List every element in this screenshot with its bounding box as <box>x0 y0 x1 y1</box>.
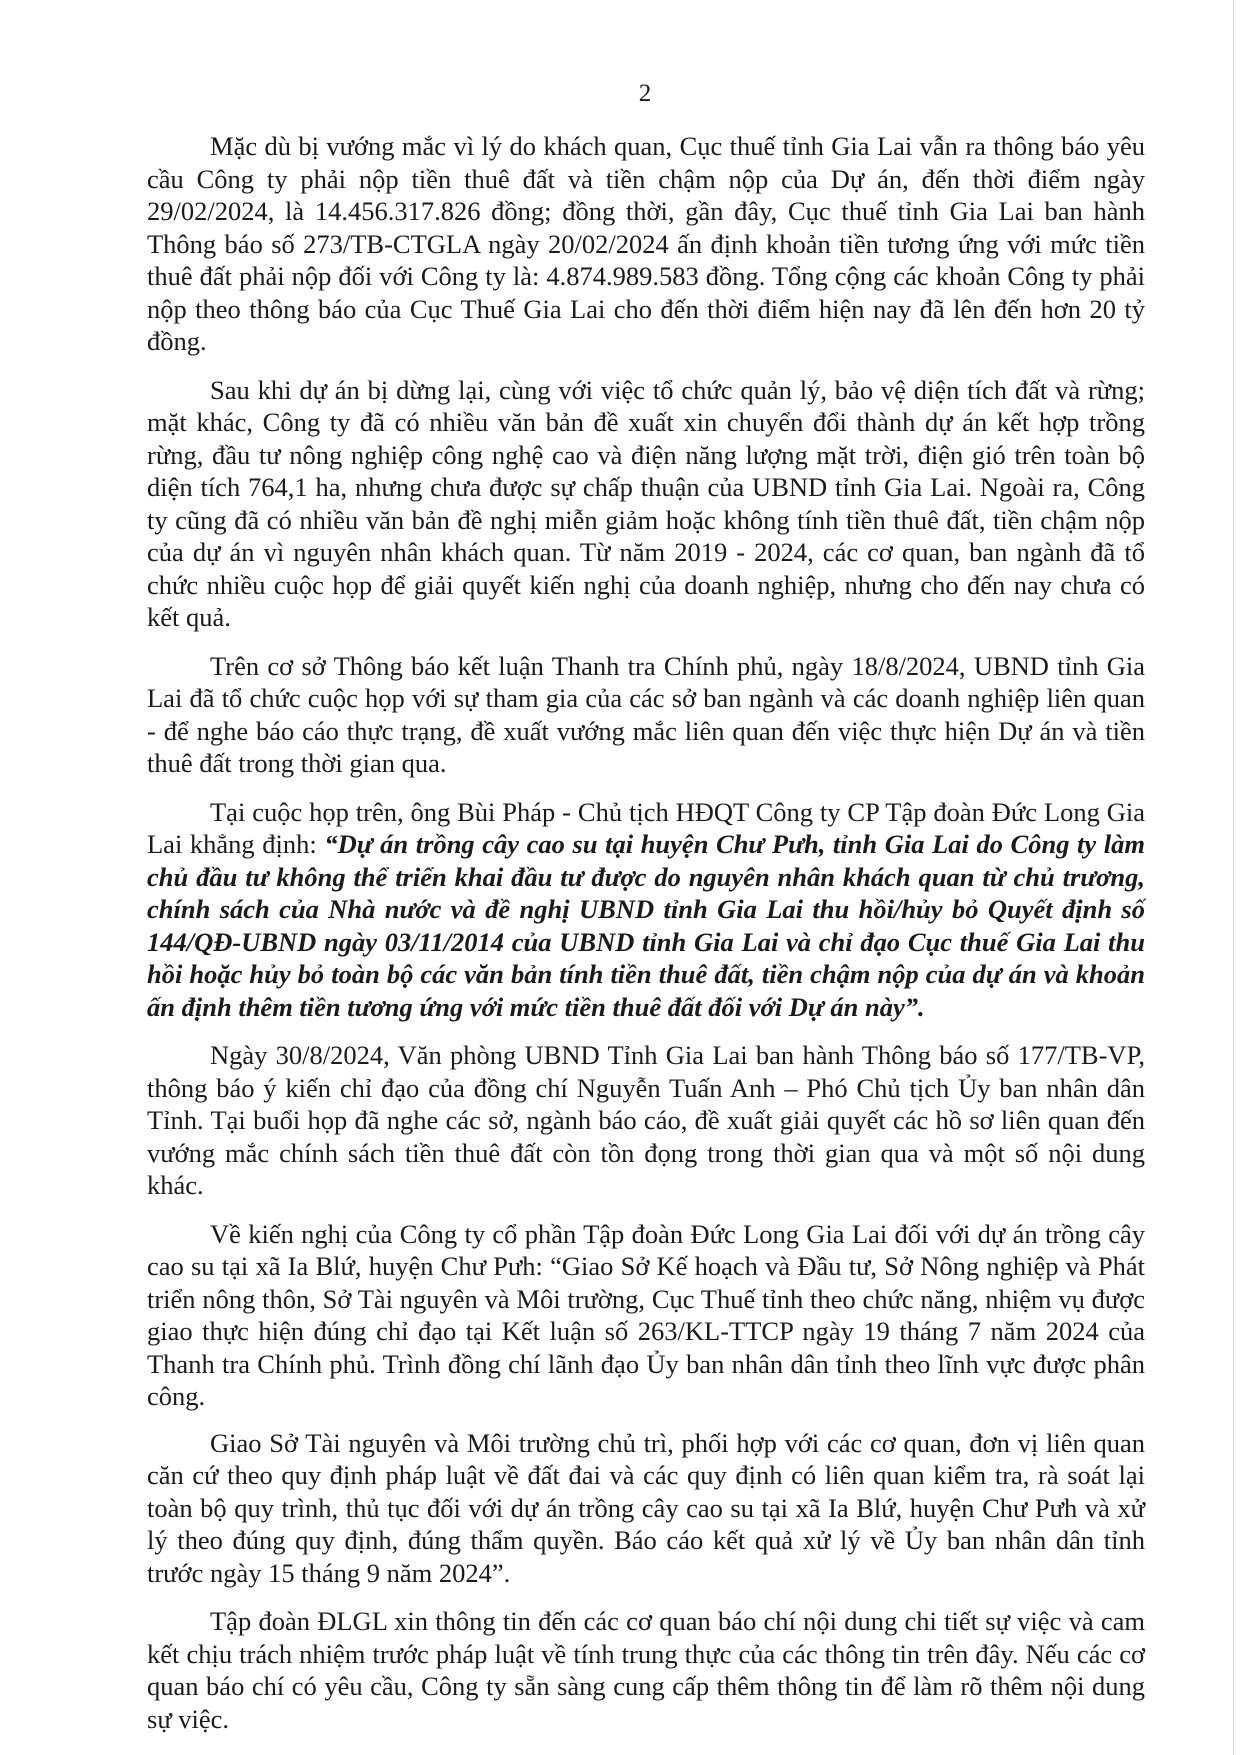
paragraph-tax-notice: Mặc dù bị vướng mắc vì lý do khách quan, Cục thuế tỉnh Gia Lai vẫn ra thông báo yêu cầu Công ty phải nộp tiền thuê đất và tiền chậm nộp của Dự án, đến thời điểm ngày 29/02/2024, là 14.456.317.826 đồng; đồng thời, gần đây, Cục thuế tỉnh Gia Lai ban hành Thông báo số 273/TB-CTGLA ngày 20/02/2024 ấn định khoản tiền tương ứng với mức tiền thuê đất phải nộp đối với Công ty là: 4.874.989.583 đồng. Tổng cộng các khoản Công ty phải nộp theo thông báo của Cục Thuế Gia Lai cho đến thời điểm hiện nay đã lên đến hơn 20 tỷ đồng. <box>147 131 1145 356</box>
paragraph-office-notice: Ngày 30/8/2024, Văn phòng UBND Tỉnh Gia Lai ban hành Thông báo số 177/TB-VP, thông báo ý kiến chỉ đạo của đồng chí Nguyễn Tuấn Anh – Phó Chủ tịch Ủy ban nhân dân Tỉnh. Tại buổi họp đã nghe các sở, ngành báo cáo, đề xuất giải quyết các hồ sơ liên quan đến vướng mắc chính sách tiền thuê đất còn tồn đọng trong thời gian qua và một số nội dung khác. <box>147 1040 1145 1200</box>
document-body <box>147 130 1145 1751</box>
page-number: 2 <box>638 80 652 107</box>
paragraph-project-conversion: Sau khi dự án bị dừng lại, cùng với việc tổ chức quản lý, bảo vệ diện tích đất và rừng; mặt khác, Công ty đã có nhiều văn bản đề xuất xin chuyển đổi thành dự án kết hợp trồng rừng, đầu tư nông nghiệp công nghệ cao và điện năng lượng mặt trời, điện gió trên toàn bộ diện tích 764,1 ha, nhưng chưa được sự chấp thuận của UBND tỉnh Gia Lai. Ngoài ra, Công ty cũng đã có nhiều văn bản đề nghị miễn giảm hoặc không tính tiền thuê đất, tiền chậm nộp của dự án vì nguyên nhân khách quan. Từ năm 2019 - 2024, các cơ quan, ban ngành đã tổ chức nhiều cuộc họp để giải quyết kiến nghị của doanh nghiệp, nhưng cho đến nay chưa có kết quả. <box>147 374 1145 632</box>
paragraph-department-assignment: Giao Sở Tài nguyên và Môi trường chủ trì, phối hợp với các cơ quan, đơn vị liên quan căn cứ theo quy định pháp luật về đất đai và các quy định có liên quan kiểm tra, rà soát lại toàn bộ quy trình, thủ tục đối với dự án trồng cây cao su tại xã Ia Blứ, huyện Chư Pưh và xử lý theo đúng quy định, đúng thẩm quyền. Báo cáo kết quả xử lý về Ủy ban nhân dân tỉnh trước ngày 15 tháng 9 năm 2024”. <box>147 1427 1145 1588</box>
statement-lead: Tại cuộc họp trên, ông Bùi Pháp - Chủ tịch HĐQT Công ty CP Tập đoàn Đức Long Gia Lai khẳng định: <box>147 796 1145 859</box>
paragraph-chairman-statement <box>147 796 1145 1024</box>
scan-edge-line <box>1233 0 1234 1755</box>
chairman-quote: “Dự án trồng cây cao su tại huyện Chư Pưh, tỉnh Gia Lai do Công ty làm chủ đầu tư không thể triển khai đầu tư được do nguyên nhân khách quan từ chủ trương, chính sách của Nhà nước và đề nghị UBND tỉnh Gia Lai thu hồi/hủy bỏ Quyết định số 144/QĐ-UBND ngày 03/11/2014 của UBND tỉnh Gia Lai và chỉ đạo Cục thuế Gia Lai thu hồi hoặc hủy bỏ toàn bộ các văn bản tính tiền thuê đất, tiền chậm nộp của dự án và khoản ấn định thêm tiền tương ứng với mức tiền thuê đất đối với Dự án này”. <box>147 829 1145 1022</box>
paragraph-company-petition: Về kiến nghị của Công ty cổ phần Tập đoàn Đức Long Gia Lai đối với dự án trồng cây cao su tại xã Ia Blứ, huyện Chư Pưh: “Giao Sở Kế hoạch và Đầu tư, Sở Nông nghiệp và Phát triển nông thôn, Sở Tài nguyên và Môi trường, Cục Thuế tỉnh theo chức năng, nhiệm vụ được giao thực hiện đúng chỉ đạo tại Kết luận số 263/KL-TTCP ngày 19 tháng 7 năm 2024 của Thanh tra Chính phủ. Trình đồng chí lãnh đạo Ủy ban nhân dân tỉnh theo lĩnh vực được phân công. <box>147 1218 1145 1411</box>
paragraph-inspection-meeting: Trên cơ sở Thông báo kết luận Thanh tra Chính phủ, ngày 18/8/2024, UBND tỉnh Gia Lai đã tổ chức cuộc họp với sự tham gia của các sở ban ngành và các doanh nghiệp liên quan - để nghe báo cáo thực trạng, đề xuất vướng mắc liên quan đến việc thực hiện Dự án và tiền thuê đất trong thời gian qua. <box>147 650 1145 778</box>
paragraph-closing-statement: Tập đoàn ĐLGL xin thông tin đến các cơ quan báo chí nội dung chi tiết sự việc và cam kết chịu trách nhiệm trước pháp luật về tính trung thực của các thông tin trên đây. Nếu các cơ quan báo chí có yêu cầu, Công ty sẵn sàng cung cấp thêm thông tin để làm rõ thêm nội dung sự việc. <box>147 1606 1145 1734</box>
